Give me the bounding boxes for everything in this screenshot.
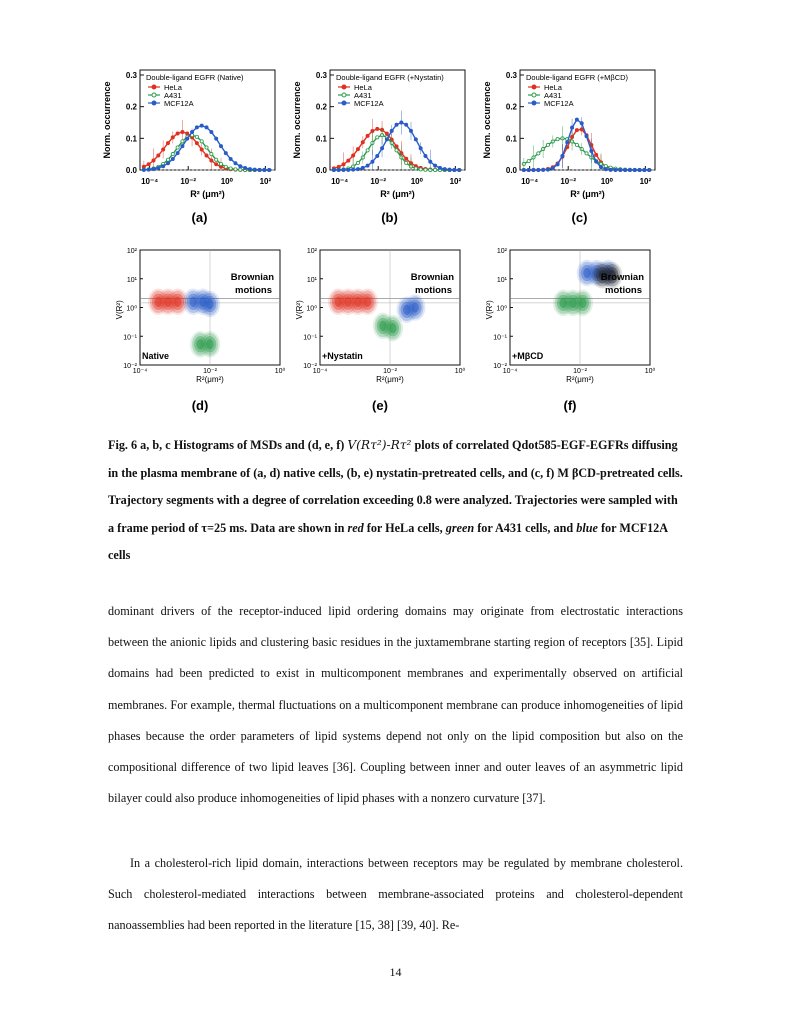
annotation-motions: motions: [605, 285, 642, 296]
data-point: [205, 126, 208, 129]
data-point: [352, 168, 355, 171]
legend-entry-mcf12a: MCF12A: [354, 99, 384, 108]
y-tick-label: 10²: [126, 248, 137, 255]
panel-label: (e): [372, 398, 388, 413]
legend-marker: [152, 93, 156, 97]
y-tick-label: 0.3: [315, 71, 327, 80]
legend-entry-hela: HeLa: [164, 83, 182, 92]
y-tick-label: 10⁻¹: [303, 334, 317, 342]
data-point: [532, 168, 535, 171]
data-point: [166, 158, 169, 161]
y-tick-label: 10⁰: [126, 305, 137, 313]
data-point: [190, 130, 193, 133]
y-tick-label: 0.3: [125, 71, 137, 80]
data-point: [258, 168, 261, 171]
histogram-panel-c: [482, 70, 655, 225]
data-point: [248, 167, 251, 170]
axes-box: [330, 70, 465, 170]
data-point: [210, 130, 213, 133]
contour-blob: [207, 299, 214, 309]
data-point: [176, 132, 179, 135]
data-point: [205, 146, 208, 149]
y-tick-label: 0.0: [315, 166, 327, 175]
data-point: [556, 163, 559, 166]
histogram-panel-b: [292, 70, 465, 225]
histogram-panel-a: [102, 70, 275, 225]
x-tick-label: 10⁻⁴: [141, 177, 159, 186]
legend-entry-hela: HeLa: [544, 83, 562, 92]
data-point: [527, 168, 530, 171]
data-point: [385, 138, 388, 141]
x-tick-label: 10⁰: [600, 177, 613, 186]
data-point: [215, 137, 218, 140]
y-tick-label: 10⁻¹: [493, 334, 507, 342]
data-point: [186, 132, 189, 135]
legend-marker: [532, 101, 536, 105]
series-mcf: [524, 120, 649, 170]
legend-entry-a431: A431: [164, 91, 182, 100]
data-point: [244, 166, 247, 169]
data-point: [395, 123, 398, 126]
legend-entry-a431: A431: [354, 91, 372, 100]
y-tick-label: 0.2: [125, 102, 137, 112]
y-tick-label: 0.0: [505, 166, 517, 175]
data-point: [522, 168, 525, 171]
data-point: [366, 164, 369, 167]
data-point: [157, 166, 160, 169]
y-tick-label: 10¹: [306, 276, 317, 284]
data-point: [200, 124, 203, 127]
data-point: [337, 168, 340, 171]
data-point: [356, 148, 359, 151]
data-point: [385, 132, 388, 135]
data-point: [361, 166, 364, 169]
legend-title: Double-ligand EGFR (Native): [146, 73, 244, 82]
condition-label: +Nystatin: [322, 351, 363, 361]
data-point: [342, 168, 345, 171]
legend-marker: [342, 93, 346, 97]
data-point: [186, 137, 189, 140]
data-point: [229, 157, 232, 160]
y-tick-label: 10⁻²: [493, 363, 507, 370]
data-point: [643, 168, 646, 171]
y-tick-label: 10⁻²: [303, 363, 317, 370]
figure-6: [0, 0, 791, 430]
body-paragraph-2: In a cholesterol-rich lipid domain, interactions between receptors may be regulated by membrane cholesterol. Such cholesterol-mediated interactions between membrane-associated proteins and cholesterol-dependent nanoassemblies had been reported in the literature [15, 38] [39, 40]. Re-: [108, 856, 683, 933]
data-point: [624, 168, 627, 171]
x-axis-label: R²(μm²): [566, 375, 594, 384]
legend-title: Double-ligand EGFR (+Nystatin): [336, 73, 444, 82]
x-tick-label: 10⁰: [410, 177, 423, 186]
data-point: [424, 154, 427, 157]
data-point: [604, 168, 607, 171]
y-tick-label: 10²: [496, 248, 507, 255]
contour-panel-f: [485, 248, 655, 413]
y-axis-label: V(R²): [115, 300, 124, 320]
data-point: [166, 162, 169, 165]
data-point: [157, 154, 160, 157]
data-point: [527, 159, 530, 162]
data-point: [575, 128, 578, 131]
data-point: [181, 144, 184, 147]
data-point: [239, 168, 242, 171]
data-point: [152, 167, 155, 170]
x-tick-label: 10⁰: [220, 177, 233, 186]
x-tick-label: 10⁰: [644, 368, 656, 375]
data-point: [414, 138, 417, 141]
data-point: [585, 152, 588, 155]
data-point: [176, 152, 179, 155]
caption-formula: V(Rτ²)-Rτ²: [347, 438, 412, 452]
data-point: [332, 168, 335, 171]
legend-marker: [532, 93, 536, 97]
data-point: [595, 160, 598, 163]
y-tick-label: 0.3: [505, 71, 517, 80]
data-point: [253, 168, 256, 171]
data-point: [234, 168, 237, 171]
data-point: [542, 168, 545, 171]
data-point: [424, 168, 427, 171]
y-axis-label: V(R²): [485, 300, 494, 320]
data-point: [219, 144, 222, 147]
data-point: [405, 161, 408, 164]
legend-marker: [532, 85, 536, 89]
data-point: [585, 135, 588, 138]
data-point: [638, 168, 641, 171]
data-point: [200, 140, 203, 143]
data-point: [356, 161, 359, 164]
data-point: [215, 163, 218, 166]
x-tick-label: 10²: [259, 177, 272, 186]
x-tick-label: 10⁻²: [560, 177, 577, 186]
x-tick-label: 10²: [449, 177, 462, 186]
data-point: [224, 165, 227, 168]
data-point: [537, 168, 540, 171]
data-point: [366, 149, 369, 152]
data-point: [566, 141, 569, 144]
contour-blob: [412, 303, 419, 313]
x-axis-label: R²(μm²): [196, 375, 224, 384]
data-point: [147, 163, 150, 166]
y-tick-label: 0.2: [505, 102, 517, 112]
x-tick-label: 10⁰: [274, 368, 286, 375]
data-point: [414, 167, 417, 170]
data-point: [575, 118, 578, 121]
data-point: [609, 168, 612, 171]
data-point: [181, 140, 184, 143]
contour-panel-d: [115, 248, 285, 413]
data-point: [376, 154, 379, 157]
data-point: [263, 168, 266, 171]
data-point: [195, 126, 198, 129]
x-axis-label: R²(μm²): [376, 375, 404, 384]
data-point: [229, 167, 232, 170]
data-point: [628, 168, 631, 171]
body-paragraph-1: dominant drivers of the receptor-induced lipid ordering domains may originate from electrostatic interactions between the anionic lipids and clustering basic residues in the juxtamembrane starting region of receptors [35]. Lipid domains had been predicted to exist in multicomponent membranes and experimentally observed on artificial membranes. For example, thermal fluctuations on a multicomponent membrane can produce inhomogeneities of lipid phases because the order parameters of lipid systems depend not only on the lipid composition but also on the compositional difference of two lipid leaves [36]. Coupling between inner and outer leaves of an asymmetric lipid bilayer could also produce inhomogeneities of lipid phases with a nonzero curvature [37].: [108, 604, 683, 806]
data-point: [546, 168, 549, 171]
panel-label: (b): [381, 210, 398, 225]
legend-marker: [342, 85, 346, 89]
data-point: [234, 162, 237, 165]
panel-label: (c): [571, 210, 588, 225]
annotation-brownian: Brownian: [600, 272, 644, 283]
y-axis-label: Norm. occurrence: [482, 81, 492, 159]
data-point: [195, 142, 198, 145]
x-axis-label: R² (μm²): [190, 189, 225, 199]
data-point: [376, 136, 379, 139]
data-point: [171, 157, 174, 160]
data-point: [419, 168, 422, 171]
contour-blob: [579, 298, 586, 308]
data-point: [215, 158, 218, 161]
x-tick-label: 10⁻⁴: [132, 368, 148, 375]
y-tick-label: 10⁰: [306, 305, 317, 313]
data-point: [366, 134, 369, 137]
data-point: [648, 168, 651, 171]
data-point: [537, 152, 540, 155]
contour-blob: [174, 297, 181, 307]
data-point: [556, 138, 559, 141]
y-axis-label: Norm. occurrence: [102, 81, 112, 159]
x-tick-label: 10⁻⁴: [312, 368, 328, 375]
data-point: [453, 168, 456, 171]
legend-marker: [152, 85, 156, 89]
data-point: [405, 123, 408, 126]
y-tick-label: 0.2: [315, 102, 327, 112]
x-axis-label: R² (μm²): [380, 189, 415, 199]
data-point: [595, 153, 598, 156]
y-tick-label: 10¹: [496, 276, 507, 284]
data-point: [239, 165, 242, 168]
x-tick-label: 10⁻²: [203, 368, 217, 375]
x-tick-label: 10⁻⁴: [502, 368, 518, 375]
y-tick-label: 0.1: [505, 134, 517, 144]
data-point: [347, 159, 350, 162]
x-tick-label: 10⁻⁴: [331, 177, 349, 186]
x-tick-label: 10⁰: [454, 368, 466, 375]
legend-entry-hela: HeLa: [354, 83, 372, 92]
panel-label: (a): [191, 210, 208, 225]
data-point: [599, 166, 602, 169]
x-tick-label: 10⁻²: [370, 177, 387, 186]
data-point: [268, 168, 271, 171]
data-point: [458, 168, 461, 171]
legend-entry-mcf12a: MCF12A: [544, 99, 574, 108]
data-point: [142, 168, 145, 171]
data-point: [434, 164, 437, 167]
data-point: [210, 152, 213, 155]
data-point: [434, 168, 437, 171]
data-point: [546, 143, 549, 146]
data-point: [205, 154, 208, 157]
y-axis-label: V(R²): [295, 300, 304, 320]
y-tick-label: 0.0: [125, 166, 137, 175]
contour-blob: [207, 339, 214, 349]
data-point: [171, 152, 174, 155]
legend-marker: [152, 101, 156, 105]
page-number: 14: [389, 965, 402, 979]
y-tick-label: 0.1: [315, 134, 327, 144]
y-tick-label: 0.1: [125, 134, 137, 144]
figure-caption: Fig. 6 a, b, c Histograms of MSDs and (d, e, f) V(Rτ²)-Rτ² plots of correlated Qdot585-EGF-EGFRs diffusing in the plasma membrane of (a, d) native cells, (b, e) nystatin-pretreated cells, and (c, f) M βCD-pretreated cells. Trajectory segments with a degree of correlation exceeding 0.8 were analyzed. Trajectories were sampled with a frame period of τ=25 ms. Data are shown in red for HeLa cells, green for A431 cells, and blue for MCF12A cells: [108, 438, 683, 562]
condition-label: +MβCD: [512, 351, 544, 361]
condition-label: Native: [142, 351, 170, 361]
contour-blob: [389, 323, 396, 333]
data-point: [551, 167, 554, 170]
data-point: [619, 168, 622, 171]
data-point: [633, 168, 636, 171]
x-tick-label: 10²: [639, 177, 652, 186]
panel-label: (f): [563, 398, 577, 413]
annotation-motions: motions: [415, 285, 452, 296]
data-point: [224, 152, 227, 155]
annotation-brownian: Brownian: [230, 272, 274, 283]
legend-entry-mcf12a: MCF12A: [164, 99, 194, 108]
y-tick-label: 10²: [306, 248, 317, 255]
legend-title: Double-ligand EGFR (+MβCD): [526, 73, 629, 82]
data-point: [376, 127, 379, 130]
data-point: [614, 168, 617, 171]
legend-marker: [342, 101, 346, 105]
contour-blob: [364, 297, 371, 307]
legend-entry-a431: A431: [544, 91, 562, 100]
data-point: [219, 162, 222, 165]
data-point: [166, 142, 169, 145]
data-point: [347, 168, 350, 171]
y-axis-label: Norm. occurrence: [292, 81, 302, 159]
y-tick-label: 10⁰: [496, 305, 507, 313]
data-point: [604, 164, 607, 167]
data-point: [438, 166, 441, 169]
panel-label: (d): [191, 398, 209, 413]
data-point: [395, 149, 398, 152]
data-point: [443, 167, 446, 170]
x-tick-label: 10⁻²: [573, 368, 587, 375]
y-tick-label: 10⁻¹: [123, 334, 137, 342]
annotation-motions: motions: [235, 285, 272, 296]
contour-panel-e: [295, 248, 465, 413]
data-point: [356, 167, 359, 170]
y-tick-label: 10⁻²: [123, 363, 137, 370]
data-point: [405, 157, 408, 160]
x-tick-label: 10⁻²: [180, 177, 197, 186]
x-tick-label: 10⁻⁴: [521, 177, 539, 186]
data-point: [162, 165, 165, 168]
x-tick-label: 10⁻²: [383, 368, 397, 375]
caption-label: Fig. 6: [108, 438, 138, 452]
data-point: [147, 168, 150, 171]
y-tick-label: 10¹: [126, 276, 137, 284]
x-axis-label: R² (μm²): [570, 189, 605, 199]
data-point: [448, 168, 451, 171]
annotation-brownian: Brownian: [410, 272, 454, 283]
data-point: [176, 146, 179, 149]
data-point: [575, 143, 578, 146]
data-point: [195, 135, 198, 138]
